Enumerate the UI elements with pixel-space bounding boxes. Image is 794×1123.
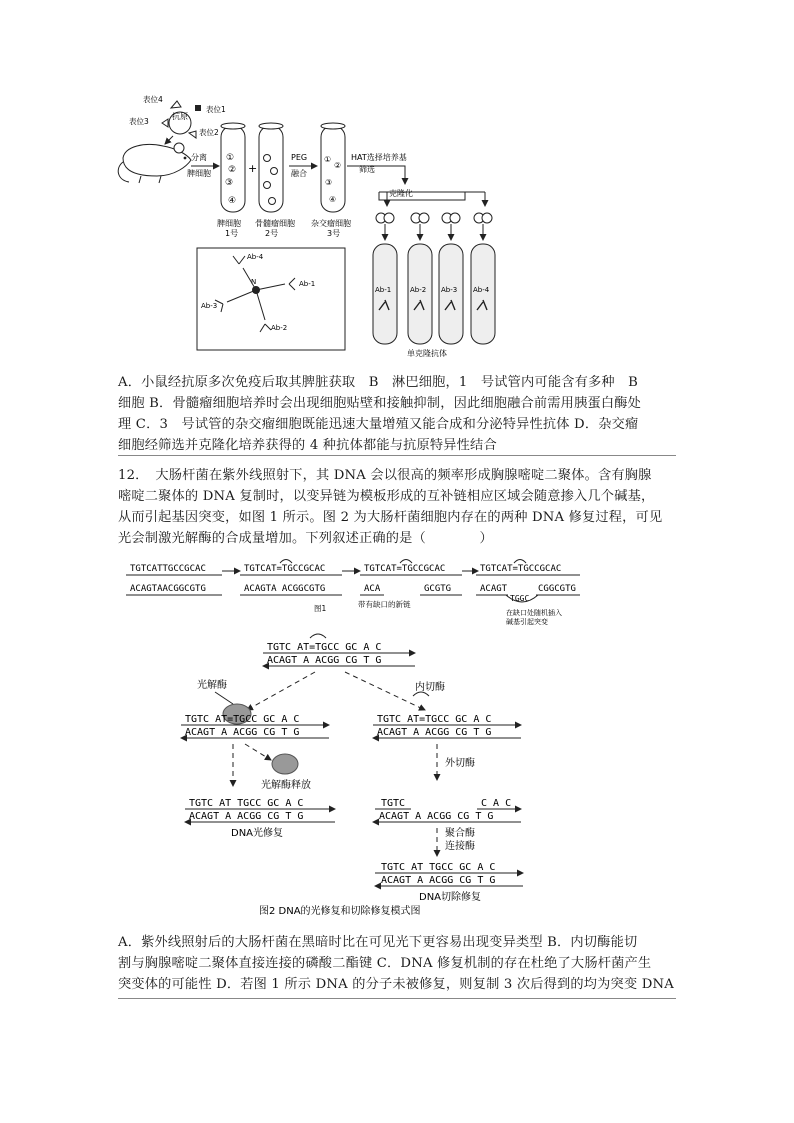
dna-mutation-figure: [118, 553, 588, 628]
q12-stem-line: 嘧啶二聚体的 DNA 复制时，以变异链为模板形成的互补链相应区域会随意掺入几个碱基，: [118, 489, 655, 504]
peg-label-1: PEG: [291, 153, 308, 162]
excised-bottom: ACAGT A ACGG CG T G: [379, 811, 494, 822]
q12-option-line: 突变体的可能性 D．若图 1 所示 DNA 的分子未被修复，则复制 3 次后得到的均为突变 DNA: [118, 977, 674, 992]
s3-top: TGTCAT=TGCCGCAC: [364, 564, 446, 574]
antigen-diagram: [129, 94, 226, 138]
q12-stem-line: 光会制激光解酶的合成量增加。下列叙述正确的是（ ）: [118, 531, 493, 546]
tube-3-caption: 杂交瘤细胞: [311, 219, 351, 228]
fig2-title: 图2 DNA的光修复和切除修复模式图: [259, 906, 421, 917]
q12-option-line: 割与胸腺嘧啶二聚体直接连接的磷酸二酯键 C．DNA 修复机制的存在杜绝了大肠杆菌产生: [118, 956, 652, 971]
excise-top-strand: TGTC AT=TGCC GC A C: [377, 714, 492, 725]
s1-bot: ACAGTAACGGCGTG: [130, 584, 206, 594]
ab-3-label: Ab-3: [201, 302, 218, 310]
mono-tubes: [373, 244, 495, 344]
clone-label: 克隆化: [389, 189, 413, 198]
q12-options: [118, 932, 678, 995]
mono-caption: 单克隆抗体: [407, 349, 447, 358]
mono-tube-2-label: Ab-2: [410, 286, 427, 294]
tube-3-number: 3号: [327, 229, 341, 238]
tube-2: [259, 123, 283, 212]
polymerase-label: 聚合酶: [445, 828, 475, 839]
antigen-center-label: N: [251, 278, 257, 286]
q12-stem-line: 12． 大肠杆菌在紫外线照射下，其 DNA 会以很高的频率形成胸腺嘧啶二聚体。含有胸腺: [118, 468, 652, 483]
tube-1-num-3: ③: [225, 178, 234, 188]
divider: [118, 998, 676, 999]
q11-option-line: 细胞经筛选并克隆化培养获得的 4 种抗体都能与抗原特异性结合: [118, 438, 497, 453]
q11-option-line: 细胞 B．骨髓瘤细胞培养时会出现细胞贴壁和接触抑制，因此细胞融合前需用胰蛋白酶处: [118, 396, 642, 411]
s4-bot-right: CGGCGTG: [538, 584, 576, 594]
tube-3: [321, 123, 345, 212]
tube-1-num-2: ②: [228, 165, 237, 175]
endonuclease-label: 内切酶: [415, 682, 445, 693]
excise-repaired-bottom: ACAGT A ACGG CG T G: [381, 875, 496, 886]
photolyase-release-label: 光解酶释放: [261, 780, 311, 791]
fig1-label: 图1: [314, 604, 327, 613]
mono-tube-3-label: Ab-3: [441, 286, 458, 294]
clone-colonies: [376, 213, 492, 240]
excise-repaired-top: TGTC AT TGCC GC A C: [381, 862, 496, 873]
photo-repair-caption: DNA光修复: [231, 828, 284, 839]
excise-bottom-strand: ACAGT A ACGG CG T G: [377, 727, 492, 738]
q11-options: [118, 372, 678, 456]
separate-label-2: 脾细胞: [187, 169, 211, 178]
q12-stem-line: 从而引起基因突变，如图 1 所示。图 2 为大肠杆菌细胞内存在的两种 DNA 修复过程，可见: [118, 510, 663, 525]
q11-option-line: A．小鼠经抗原多次免疫后取其脾脏获取 B 淋巴细胞，1 号试管内可能含有多种 B: [118, 375, 639, 390]
excised-top-right: C A C: [481, 798, 512, 809]
antibody-inset: [197, 248, 345, 350]
plus-sign: +: [248, 162, 258, 175]
ab-2-label: Ab-2: [271, 324, 288, 332]
divider: [118, 455, 676, 456]
photo-top-strand: TGTC AT=TGCC GC A C: [185, 714, 300, 725]
q12-stem: [118, 465, 678, 549]
s2-bot: ACAGTA ACGGCGTG: [244, 584, 326, 594]
mono-tube-4-label: Ab-4: [473, 286, 490, 294]
photo-bottom-strand: ACAGT A ACGG CG T G: [185, 727, 300, 738]
tube-3-num-2: ②: [334, 161, 342, 170]
ab-1-label: Ab-1: [299, 280, 316, 288]
excised-top-left: TGTC: [381, 798, 406, 809]
q12-option-line: A．紫外线照射后的大肠杆菌在黑暗时比在可见光下更容易出现变异类型 B．内切酶能切: [118, 935, 638, 950]
monoclonal-antibody-figure: [115, 88, 505, 363]
exonuclease-label: 外切酶: [445, 758, 475, 769]
tube-1-num-1: ①: [226, 153, 235, 163]
s4-bot-left: ACAGT: [480, 584, 508, 594]
tube-3-num-1: ①: [324, 155, 332, 164]
tube-2-number: 2号: [265, 229, 279, 238]
dna-repair-figure: [175, 630, 525, 920]
photo-repaired-bottom: ACAGT A ACGG CG T G: [189, 811, 304, 822]
peg-label-2: 融合: [291, 169, 307, 178]
epitope-4-label: 表位4: [143, 95, 163, 104]
s4-top: TGTCAT=TGCCGCAC: [480, 564, 562, 574]
s4-note-2: 碱基引起突变: [506, 618, 548, 626]
released-photolyase-blob: [272, 754, 298, 774]
s2-top: TGTCAT=TGCCGCAC: [244, 564, 326, 574]
tube-1-caption: 脾细胞: [217, 219, 241, 228]
photo-repaired-top: TGTC AT TGCC GC A C: [189, 798, 304, 809]
mouse-illustration: [118, 143, 191, 183]
s4-insert: TGGC: [510, 594, 530, 603]
mono-tube-1-label: Ab-1: [375, 286, 392, 294]
top-strand: TGTC AT=TGCC GC A C: [267, 642, 382, 653]
epitope-1-label: 表位1: [206, 105, 226, 114]
ligase-label: 连接酶: [445, 841, 475, 852]
tube-1-num-4: ④: [228, 196, 237, 206]
hat-label-2: 筛选: [359, 165, 375, 174]
epitope-3-label: 表位3: [129, 117, 149, 126]
tube-2-caption: 骨髓瘤细胞: [255, 219, 295, 228]
ab-4-label: Ab-4: [247, 253, 264, 261]
excision-repair-caption: DNA切除修复: [419, 892, 482, 903]
hat-label-1: HAT选择培养基: [351, 153, 407, 162]
epitope-2-label: 表位2: [199, 128, 219, 137]
antigen-label: 抗原: [172, 112, 188, 121]
tube-3-num-3: ③: [325, 178, 333, 187]
photolyase-label: 光解酶: [197, 680, 227, 691]
s3-note: 带有缺口的新链: [358, 600, 411, 609]
q11-option-line: 理 C．3 号试管的杂交瘤细胞既能迅速大量增殖又能合成和分泌特异性抗体 D．杂交瘤: [118, 417, 639, 432]
tube-1: [221, 123, 245, 212]
tube-1-number: 1号: [225, 229, 239, 238]
separate-label-1: 分离: [191, 153, 207, 162]
s3-bot-right: GCGTG: [424, 584, 452, 594]
s3-bot-left: ACA: [364, 584, 381, 594]
s4-note-1: 在缺口处随机插入: [506, 609, 562, 617]
s1-top: TGTCATTGCCGCAC: [130, 564, 206, 574]
tube-3-num-4: ④: [329, 195, 337, 204]
bottom-strand: ACAGT A ACGG CG T G: [267, 655, 382, 666]
